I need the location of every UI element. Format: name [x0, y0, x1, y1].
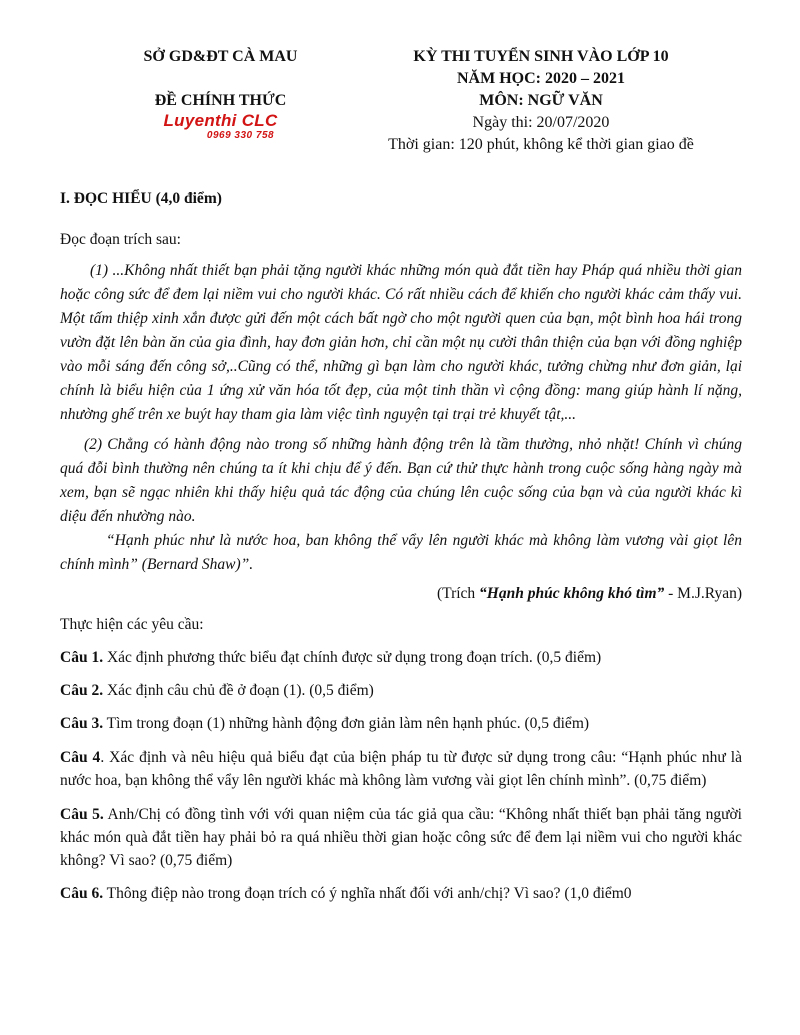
- question-text: Thông điệp nào trong đoạn trích có ý nghĩa nhất đối với anh/chị? Vì sao? (1,0 điểm0: [103, 885, 632, 902]
- question-text: Anh/Chị có đồng tình với với quan niệm của tác giả qua cầu: “Không nhất thiết bạn phải tăng người khác món quà đắt tiền hay phải bỏ ra quá nhiều thời gian hoặc công sức để đem lại niềm vui cho người khác không? Vì sao? (0,75 điểm): [60, 806, 742, 869]
- requirements-label: Thực hiện các yêu cầu:: [60, 616, 204, 633]
- official-label: ĐỀ CHÍNH THỨC: [154, 92, 287, 109]
- passage-intro: Đọc đoạn trích sau:: [60, 231, 181, 248]
- header-right: [352, 46, 730, 156]
- question-number: Câu 3.: [60, 715, 104, 732]
- question-text: Tìm trong đoạn (1) những hành động đơn giản làm nên hạnh phúc. (0,5 điểm): [103, 715, 590, 732]
- question-4: [60, 746, 742, 792]
- question-number: Câu 5.: [60, 806, 104, 823]
- school-year: NĂM HỌC: 2020 – 2021: [457, 70, 625, 87]
- watermark-phone: 0969 330 758: [206, 130, 275, 141]
- department-name: SỞ GD&ĐT CÀ MAU: [143, 48, 298, 65]
- section-title: I. ĐỌC HIỂU (4,0 điểm): [60, 190, 222, 207]
- exam-date: Ngày thi: 20/07/2020: [472, 114, 610, 131]
- question-2: [60, 680, 742, 702]
- question-text: Xác định câu chủ đề ở đoạn (1). (0,5 điểm): [103, 682, 374, 699]
- question-number: Câu 2.: [60, 682, 104, 699]
- question-5: [60, 803, 742, 872]
- question-number: Câu 6.: [60, 885, 104, 902]
- passage-quote: “Hạnh phúc như là nước hoa, ban không thể vẩy lên người khác mà không làm vương vài giọt lên chính mình” (Bernard Shaw)”.: [60, 532, 742, 573]
- header-left: [118, 46, 323, 142]
- source-title: “Hạnh phúc không khó tìm”: [479, 585, 665, 602]
- source-prefix: (Trích: [436, 585, 480, 602]
- source-author: - M.J.Ryan): [664, 585, 742, 602]
- question-number: Câu 4: [60, 749, 101, 766]
- question-text: Xác định phương thức biểu đạt chính được sử dụng trong đoạn trích. (0,5 điểm): [103, 649, 602, 666]
- question-6: [60, 883, 742, 905]
- question-1: [60, 647, 742, 669]
- subject: MÔN: NGỮ VĂN: [479, 92, 603, 109]
- question-3: [60, 713, 742, 735]
- watermark-logo: Luyenthi CLC: [163, 111, 278, 130]
- exam-body: [60, 188, 742, 905]
- passage-source: [60, 583, 742, 605]
- passage-paragraph-1: (1) ...Không nhất thiết bạn phải tặng người khác những món quà đắt tiền hay Pháp quá nhiều thời gian hoặc công sức để đem lại niềm vui cho người khác. Có rất nhiều cách để khiến cho người khác cảm thấy vui. Một tấm thiệp xinh xắn được gửi đến một cách bất ngờ cho một người quen của bạn, một bình hoa hái trong vườn đặt lên bàn ăn của gia đình, hay đơn giản hơn, chỉ cần một nụ cười thân thiện của bạn với đồng nghiệp vào mỗi sáng đến công sở,..Cũng có thể, những gì bạn làm cho người khác, tưởng chừng như đơn giản, lại chính là biểu hiện của 1 ứng xử văn hóa tốt đẹp, của một tinh thần vì cộng đồng: mang giúp hành lí nặng, nhường ghế trên xe buýt hay tham gia làm việc tình nguyện tại trại trẻ khuyết tật,...: [60, 262, 742, 423]
- passage-paragraph-2: (2) Chẳng có hành động nào trong số những hành động trên là tầm thường, nhỏ nhặt! Chính vì chúng quá đỗi bình thường nên chúng ta ít khi chịu để ý đến. Bạn cứ thử thực hành trong cuộc sống hàng ngày mà xem, bạn sẽ ngạc nhiên khi thấy hiệu quả tác động của chúng lên cuộc sống của bạn và của người khác kì diệu đến nhường nào.: [60, 436, 742, 525]
- exam-title: KỲ THI TUYỂN SINH VÀO LỚP 10: [413, 48, 669, 65]
- question-number: Câu 1.: [60, 649, 104, 666]
- question-text: . Xác định và nêu hiệu quả biểu đạt của biện pháp tu từ được sử dụng trong câu: “Hạnh phúc như là nước hoa, bạn không thể vẩy lên người khác mà không làm vương vài giọt lên chính mình”. (0,75 điểm): [60, 749, 742, 789]
- exam-duration: Thời gian: 120 phút, không kể thời gian giao đề: [388, 136, 694, 153]
